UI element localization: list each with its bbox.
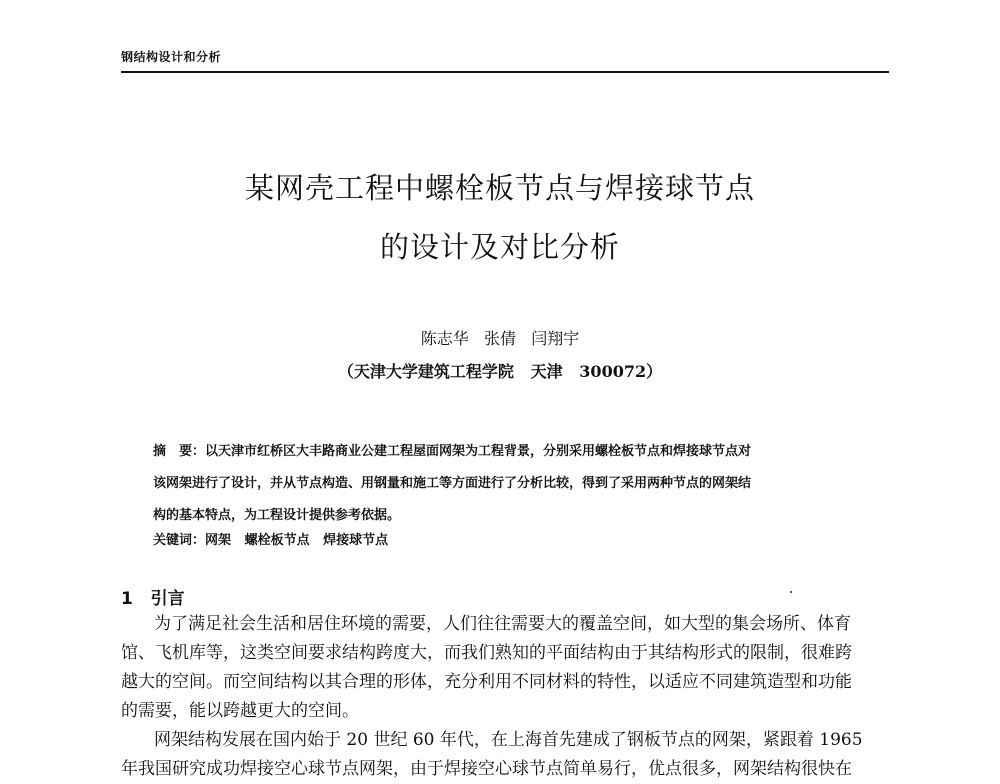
scan-speck [790, 591, 792, 593]
paragraph-line: 馆、飞机库等，这类空间要求结构跨度大，而我们熟知的平面结构由于其结构形式的限制，很难跨 [121, 643, 852, 663]
body-text [121, 610, 891, 784]
section-heading [121, 584, 185, 609]
authors: 陈志华 张倩 闫翔宇 [420, 329, 580, 348]
header-rule [121, 71, 889, 73]
keywords: 关键词：网架 螺栓板节点 焊接球节点 [153, 533, 389, 548]
abstract-line: 构的基本特点，为工程设计提供参考依据。 [153, 508, 401, 523]
abstract-line: 该网架进行了设计，并从节点构造、用钢量和施工等方面进行了分析比较，得到了采用两种节点的网架结 [153, 476, 752, 491]
section-title: 引言 [150, 589, 185, 609]
running-header: 钢结构设计和分析 [121, 50, 222, 64]
paragraph-line: 的需要，能以跨越更大的空间。 [121, 701, 359, 721]
paragraph-line: 越大的空间。而空间结构以其合理的形体，充分利用不同材料的特性，以适应不同建筑造型和功能 [121, 672, 852, 692]
section-number: 1 [121, 589, 133, 609]
abstract-line: 摘 要：以天津市红桥区大丰路商业公建工程屋面网架为工程背景，分别采用螺栓板节点和焊接球节点对 [153, 444, 752, 459]
paper-title-line-2: 的设计及对比分析 [379, 230, 620, 264]
paragraph-line: 为了满足社会生活和居住环境的需要，人们往往需要大的覆盖空间，如大型的集会场所、体育 [154, 614, 851, 634]
abstract [153, 442, 873, 538]
paragraph-line: 网架结构发展在国内始于 20 世纪 60 年代，在上海首先建成了钢板节点的网架，紧跟着 1965 [154, 730, 863, 750]
paper-title-line-1: 某网壳工程中螺栓板节点与焊接球节点 [244, 171, 755, 205]
affiliation: （天津大学建筑工程学院 天津 300072） [337, 362, 663, 381]
paragraph-line: 年我国研究成功焊接空心球节点网架，由于焊接空心球节点简单易行，优点很多，网架结构很快在 [121, 759, 852, 779]
